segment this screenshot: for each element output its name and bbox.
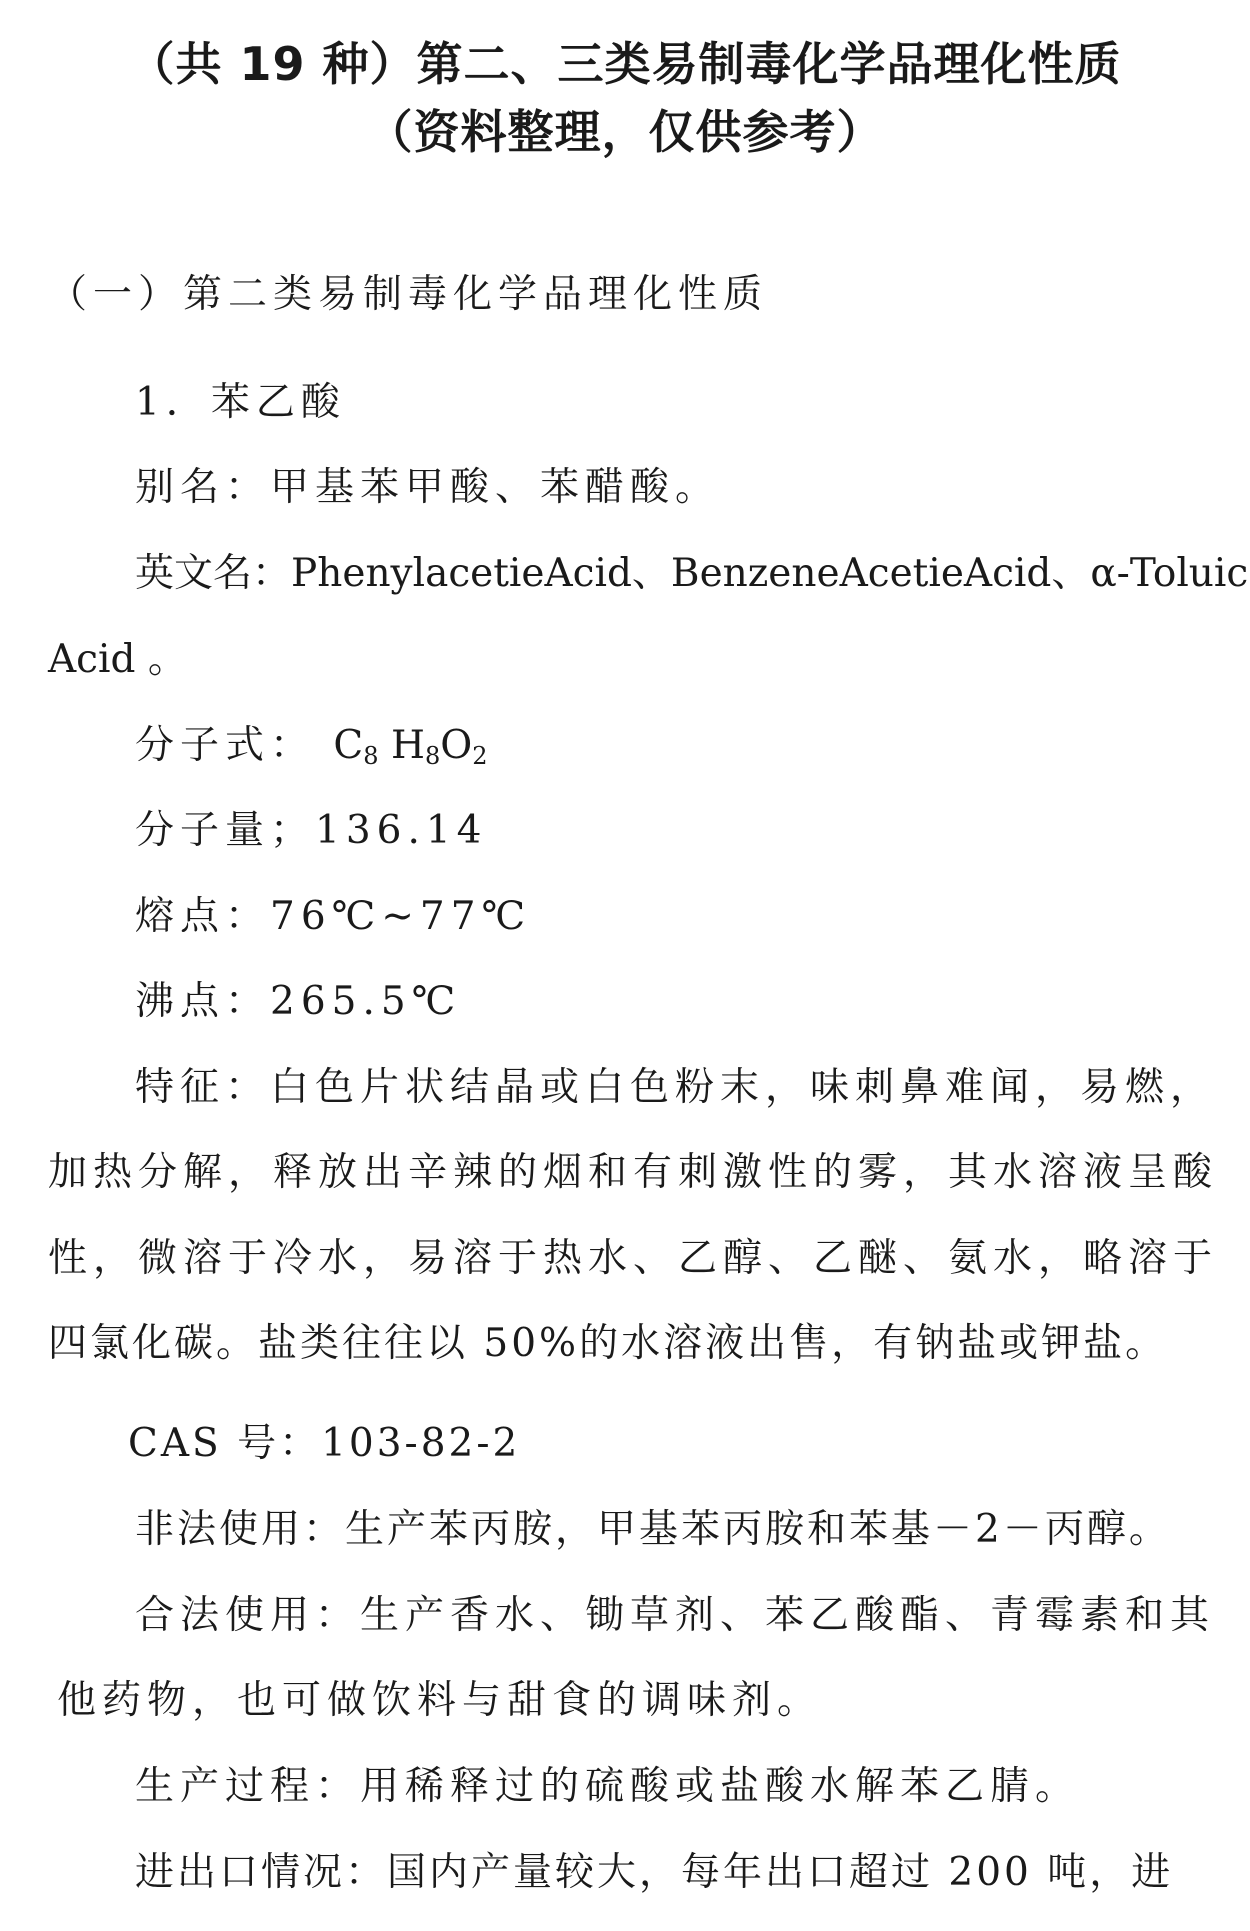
production-process-line: 生产过程：用稀释过的硫酸或盐酸水解苯乙腈。 <box>135 1764 1081 1809</box>
melting-point-line: 熔点：76℃~77℃ <box>135 894 532 939</box>
features-line-2: 加热分解，释放出辛辣的烟和有刺激性的雾，其水溶液呈酸 <box>48 1150 1219 1195</box>
boiling-point-line: 沸点：265.5℃ <box>135 979 462 1024</box>
molecular-formula-line <box>135 721 488 781</box>
formula-label: 分子式： <box>135 723 316 768</box>
legal-use-line-2: 他药物，也可做饮料与甜食的调味剂。 <box>57 1678 823 1723</box>
document-subtitle: （资料整理，仅供参考） <box>366 105 884 159</box>
import-export-line: 进出口情况：国内产量较大，每年出口超过 200 吨，进 <box>135 1850 1174 1895</box>
english-name-line-1: 英文名：PhenylacetieAcid、BenzeneAcetieAcid、α-Toluic <box>135 551 1249 596</box>
molecular-weight-line: 分子量；136.14 <box>135 808 488 853</box>
features-line-4: 四氯化碳。盐类往往以 50%的水溶液出售，有钠盐或钾盐。 <box>48 1321 1168 1366</box>
legal-use-line-1: 合法使用：生产香水、锄草剂、苯乙酸酯、青霉素和其 <box>135 1593 1216 1638</box>
section-heading: （一）第二类易制毒化学品理化性质 <box>48 272 769 317</box>
document-title: （共 19 种）第二、三类易制毒化学品理化性质 <box>128 37 1122 91</box>
english-name-line-2: Acid 。 <box>48 637 187 682</box>
alias-line: 别名：甲基苯甲酸、苯醋酸。 <box>135 465 721 510</box>
illegal-use-line: 非法使用：生产苯丙胺，甲基苯丙胺和苯基－2－丙醇。 <box>135 1507 1171 1552</box>
molecular-formula: $C_8$ $H_8O_2$ <box>333 723 488 770</box>
features-line-3: 性，微溶于冷水，易溶于热水、乙醇、乙醚、氨水，略溶于 <box>48 1236 1219 1281</box>
features-line-1: 特征：白色片状结晶或白色粉末，味刺鼻难闻，易燃， <box>135 1065 1216 1110</box>
cas-number-line: CAS 号：103-82-2 <box>128 1421 521 1466</box>
entry-title: 1．苯乙酸 <box>135 380 346 425</box>
